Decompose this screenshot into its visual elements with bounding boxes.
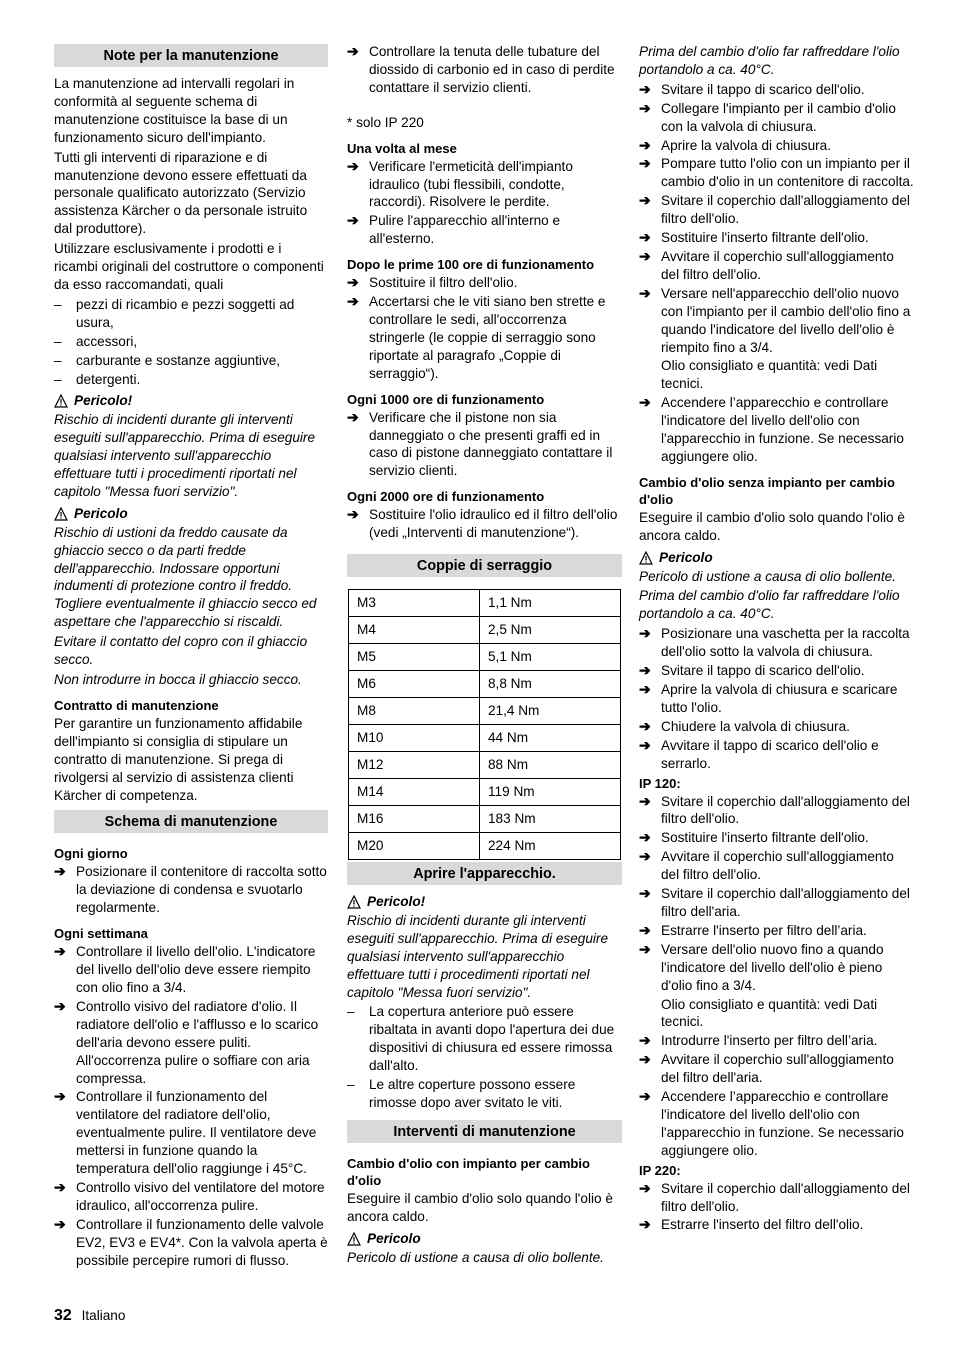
list-item xyxy=(347,1076,622,1112)
column-left xyxy=(54,43,328,1270)
step-list xyxy=(347,409,622,481)
torque-value-cell: 5,1 Nm xyxy=(480,644,621,671)
dash-bullet: – xyxy=(54,333,62,349)
warning-text: Evitare il contatto del copro con il ghiaccio secco. xyxy=(54,634,308,668)
arrow-right-icon: ➔ xyxy=(639,829,651,846)
instruction-step xyxy=(347,293,622,383)
thread-size-cell: M5 xyxy=(349,644,480,671)
warning-title: Pericolo xyxy=(659,549,713,565)
subheading: Ogni settimana xyxy=(54,926,148,942)
item-text: Aprire la valvola di chiusura. xyxy=(661,137,832,153)
step-list xyxy=(639,793,914,995)
arrow-right-icon: ➔ xyxy=(639,155,651,172)
instruction-step xyxy=(639,681,914,717)
arrow-right-icon: ➔ xyxy=(639,1216,651,1233)
warning-triangle-icon xyxy=(54,394,68,408)
subheading: Ogni 1000 ore di funzionamento xyxy=(347,391,545,407)
item-text: Posizionare il contenitore di raccolta sotto la deviazione di condensa e svuotarlo regolarmente. xyxy=(76,864,327,916)
note: Olio consigliato e quantità: vedi Dati tecnici. xyxy=(661,358,878,392)
arrow-right-icon: ➔ xyxy=(639,136,651,153)
step-list xyxy=(639,394,914,466)
table-row xyxy=(349,725,621,752)
arrow-right-icon: ➔ xyxy=(347,293,359,310)
arrow-right-icon: ➔ xyxy=(347,274,359,291)
thread-size-cell: M3 xyxy=(349,590,480,617)
subheading: IP 120: xyxy=(639,775,681,791)
step-list xyxy=(347,506,622,542)
item-text: Controllo visivo del ventilatore del motore idraulico, all'occorrenza pulire. xyxy=(76,1179,325,1213)
arrow-right-icon: ➔ xyxy=(54,1178,66,1195)
footnote: * solo IP 220 xyxy=(347,114,424,130)
item-text: Pulire l'apparecchio all'interno e all'esterno. xyxy=(369,213,561,247)
warning-triangle-icon xyxy=(639,551,653,565)
instruction-step xyxy=(639,137,914,155)
paragraph: Per garantire un funzionamento affidabile dell'impianto si consiglia di stipulare un contratto di manutenzione. Si prega di rivolgersi al servizio di assistenza clienti Kärcher di competenza. xyxy=(54,715,303,803)
dash-bullet: – xyxy=(54,352,62,368)
instruction-step xyxy=(639,848,914,884)
item-text: Svitare il coperchio dall'alloggiamento del filtro dell'olio. xyxy=(661,193,910,227)
torque-value-cell: 2,5 Nm xyxy=(480,617,621,644)
arrow-right-icon: ➔ xyxy=(639,792,651,809)
thread-size-cell: M10 xyxy=(349,725,480,752)
torque-value-cell: 8,8 Nm xyxy=(480,671,621,698)
table-row xyxy=(349,833,621,860)
warning-title: Pericolo xyxy=(367,1230,421,1246)
thread-size-cell: M20 xyxy=(349,833,480,860)
instruction-step xyxy=(639,100,914,136)
item-text: Avvitare il tappo di scarico dell'olio e serrarlo. xyxy=(661,737,879,771)
instruction-step xyxy=(639,1216,914,1234)
item-text: Svitare il tappo di scarico dell'olio. xyxy=(661,81,865,97)
instruction-step xyxy=(639,81,914,99)
item-text: Controllare il livello dell'olio. L'indicatore del livello dell'olio deve essere riempito con olio fino a 3/4. xyxy=(76,944,316,995)
danger-warning xyxy=(54,505,328,523)
arrow-right-icon: ➔ xyxy=(639,229,651,246)
page-number: 32 xyxy=(54,1307,72,1324)
arrow-right-icon: ➔ xyxy=(54,943,66,960)
step-list xyxy=(54,863,328,917)
item-text: Verificare l'ermeticità dell'impianto idraulico (tubi flessibili, condotte, raccordi). Risolvere le perdite. xyxy=(369,158,573,210)
torque-value-cell: 224 Nm xyxy=(480,833,621,860)
column-right xyxy=(639,43,914,1235)
instruction-step xyxy=(639,718,914,736)
list-item xyxy=(54,371,328,389)
arrow-right-icon: ➔ xyxy=(54,863,66,880)
subheading: Ogni giorno xyxy=(54,846,128,862)
warning-triangle-icon xyxy=(347,1232,361,1246)
arrow-right-icon: ➔ xyxy=(54,997,66,1014)
warning-text: Rischio di incidenti durante gli interventi eseguiti sull'apparecchio. Prima di eseguire qualsiasi intervento sull'apparecchio effettuare tutti i procedimenti riportati nel capitolo "Messa fuori servizio". xyxy=(54,412,316,499)
warning-text: Pericolo di ustione a causa di olio bollente. xyxy=(347,1249,604,1265)
instruction-step xyxy=(639,229,914,247)
table-row xyxy=(349,779,621,806)
arrow-right-icon: ➔ xyxy=(347,212,359,229)
step-list xyxy=(347,274,622,382)
step-list xyxy=(639,625,914,772)
danger-warning xyxy=(347,1230,622,1248)
section-heading-schema: Schema di manutenzione xyxy=(54,810,328,833)
dash-bullet: – xyxy=(347,1004,355,1020)
instruction-step xyxy=(347,158,622,212)
torque-value-cell: 1,1 Nm xyxy=(480,590,621,617)
instruction-step xyxy=(639,248,914,284)
item-text: Svitare il coperchio dall'alloggiamento del filtro dell'aria. xyxy=(661,886,910,919)
instruction-step xyxy=(639,1180,914,1216)
instruction-step xyxy=(54,998,328,1088)
page-footer xyxy=(54,1307,125,1325)
warning-text: Prima del cambio d'olio far raffreddare l'olio portandolo a ca. 40°C. xyxy=(639,588,900,622)
dash-bullet: – xyxy=(54,296,62,312)
item-text: Chiudere la valvola di chiusura. xyxy=(661,718,850,734)
torque-value-cell: 119 Nm xyxy=(480,779,621,806)
instruction-step xyxy=(54,863,328,917)
item-text: La copertura anteriore può essere ribaltata in avanti dopo l'apertura dei due dispositivi di chiusura ed essere rimossa dall'alto. xyxy=(369,1004,615,1074)
subheading: Cambio d'olio con impianto per cambio d'olio xyxy=(347,1155,590,1188)
warning-text: Non introdurre in bocca il ghiaccio secco. xyxy=(54,672,302,687)
item-text: detergenti. xyxy=(76,371,141,387)
subheading: Ogni 2000 ore di funzionamento xyxy=(347,489,545,505)
list-item xyxy=(347,1003,622,1075)
list-item xyxy=(54,296,328,332)
instruction-step xyxy=(639,941,914,995)
note: Olio consigliato e quantità: vedi Dati tecnici. xyxy=(661,996,878,1030)
danger-warning xyxy=(54,392,328,410)
instruction-step xyxy=(347,43,622,97)
instruction-step xyxy=(639,625,914,661)
instruction-step xyxy=(639,922,914,940)
arrow-right-icon: ➔ xyxy=(639,1032,651,1049)
step-list xyxy=(639,1180,914,1235)
item-text: Avvitare il coperchio sull'alloggiamento del filtro dell'aria. xyxy=(661,1052,894,1086)
item-text: Sostituire l'inserto filtrante dell'olio. xyxy=(661,230,869,246)
warning-text: Rischio di incidenti durante gli interventi eseguiti sull'apparecchio. Prima di eseguire qualsiasi intervento sull'apparecchio effettuare tutti i procedimenti riportati nel capitolo "Messa fuori servizio". xyxy=(347,912,609,1000)
step-list xyxy=(639,1032,914,1159)
instruction-step xyxy=(639,1051,914,1087)
item-text: Sostituire l'olio idraulico ed il filtro dell'olio (vedi „Interventi di manutenzione“). xyxy=(369,507,618,541)
arrow-right-icon: ➔ xyxy=(639,394,651,411)
arrow-right-icon: ➔ xyxy=(54,1088,66,1105)
subheading: Cambio d'olio senza impianto per cambio d'olio xyxy=(639,474,895,507)
column-middle xyxy=(347,43,622,1269)
instruction-step xyxy=(54,943,328,997)
thread-size-cell: M16 xyxy=(349,806,480,833)
item-text: Verificare che il pistone non sia danneggiato o che presenti graffi ed in caso di pistone danneggiato contattare il servizio clienti. xyxy=(369,409,613,479)
item-text: Accendere l’apparecchio e controllare l'indicatore del livello dell'olio con l'apparecchio in funzione. Se necessario aggiungere olio. xyxy=(661,395,904,464)
paragraph: La manutenzione ad intervalli regolari in conformità al seguente schema di manutenzione costituisce la base di un funzionamento sicuro dell'impianto. xyxy=(54,76,295,145)
instruction-step xyxy=(54,1179,328,1215)
warning-triangle-icon xyxy=(54,507,68,521)
list-item xyxy=(54,333,328,351)
item-text: Sostituire l'inserto filtrante dell'olio. xyxy=(661,830,869,846)
arrow-right-icon: ➔ xyxy=(347,506,359,523)
instruction-step xyxy=(54,1088,328,1178)
item-text: Svitare il tappo di scarico dell'olio. xyxy=(661,663,865,679)
arrow-right-icon: ➔ xyxy=(639,848,651,865)
item-text: Svitare il coperchio dall'alloggiamento del filtro dell'olio. xyxy=(661,1180,910,1214)
thread-size-cell: M14 xyxy=(349,779,480,806)
arrow-right-icon: ➔ xyxy=(639,736,651,753)
arrow-right-icon: ➔ xyxy=(639,625,651,642)
section-heading-open: Aprire l'apparecchio. xyxy=(347,862,622,885)
torque-value-cell: 21,4 Nm xyxy=(480,698,621,725)
item-text: Introdurre l'inserto per filtro dell’aria. xyxy=(661,1033,878,1049)
step-list xyxy=(347,43,622,97)
table-row xyxy=(349,698,621,725)
subheading: IP 220: xyxy=(639,1162,681,1178)
arrow-right-icon: ➔ xyxy=(639,1051,651,1068)
instruction-step xyxy=(347,274,622,292)
item-text: Pompare tutto l'olio con un impianto per il cambio d'olio in un contenitore di raccolta. xyxy=(661,156,914,190)
warning-title: Pericolo! xyxy=(367,894,426,910)
section-heading-interventions: Interventi di manutenzione xyxy=(347,1120,622,1143)
arrow-right-icon: ➔ xyxy=(639,80,651,97)
instruction-step xyxy=(639,394,914,466)
instruction-step xyxy=(639,192,914,228)
instruction-step xyxy=(639,1088,914,1160)
item-text: Aprire la valvola di chiusura e scaricare tutto l'olio. xyxy=(661,682,898,715)
instruction-step xyxy=(639,1032,914,1050)
item-text: accessori, xyxy=(76,333,138,349)
arrow-right-icon: ➔ xyxy=(347,157,359,174)
table-row xyxy=(349,752,621,779)
arrow-right-icon: ➔ xyxy=(639,99,651,116)
table-row xyxy=(349,806,621,833)
instruction-step xyxy=(54,1216,328,1270)
arrow-right-icon: ➔ xyxy=(54,1215,66,1232)
subheading: Una volta al mese xyxy=(347,140,457,156)
item-text: Accertarsi che le viti siano ben strette e controllare le sedi, all'occorrenza stringerle (le coppie di serraggio sono riportate al paragrafo „Coppie di serraggio“). xyxy=(369,294,606,381)
arrow-right-icon: ➔ xyxy=(639,921,651,938)
item-text: Le altre coperture possono essere rimosse dopo aver svitato le viti. xyxy=(369,1077,576,1110)
arrow-right-icon: ➔ xyxy=(639,284,651,301)
warning-title: Pericolo xyxy=(74,505,128,521)
arrow-right-icon: ➔ xyxy=(639,717,651,734)
warning-text: Prima del cambio d'olio far raffreddare l'olio portandolo a ca. 40°C. xyxy=(639,44,900,77)
arrow-right-icon: ➔ xyxy=(639,940,651,957)
instruction-step xyxy=(639,662,914,680)
item-text: Controllare il funzionamento delle valvole EV2, EV3 e EV4*. Con la valvola aperta è possibile percepire rumori di flusso. xyxy=(76,1216,328,1268)
instruction-step xyxy=(639,155,914,191)
item-text: carburante e sostanze aggiuntive, xyxy=(76,352,281,368)
dash-list xyxy=(54,296,328,389)
section-heading-torque: Coppie di serraggio xyxy=(347,554,622,577)
arrow-right-icon: ➔ xyxy=(347,408,359,425)
item-text: Sostituire il filtro dell'olio. xyxy=(369,275,518,291)
paragraph: Eseguire il cambio d'olio solo quando l'olio è ancora caldo. xyxy=(639,509,905,543)
danger-warning xyxy=(639,549,914,567)
warning-text: Rischio di ustioni da freddo causate da ghiaccio secco o da parti fredde dell'apparecchio. Indossare opportuni indumenti di protezione contro il freddo. Togliere eventualmente il ghiaccio secco ed aspettare che l'apparecchio si riscaldi. xyxy=(54,524,317,630)
item-text: Versare nell'apparecchio dell'olio nuovo con l'impianto per il cambio dell'olio fino a quando l'indicatore del livello dell'olio è riempito fino a 3/4. xyxy=(661,285,911,355)
item-text: Posizionare una vaschetta per la raccolta dell'olio sotto la valvola di chiusura. xyxy=(661,626,910,660)
item-text: Avvitare il coperchio sull'alloggiamento del filtro dell'olio. xyxy=(661,248,894,282)
arrow-right-icon: ➔ xyxy=(639,192,651,209)
arrow-right-icon: ➔ xyxy=(639,247,651,264)
warning-text: Pericolo di ustione a causa di olio bollente. xyxy=(639,568,896,584)
instruction-step xyxy=(347,212,622,248)
dash-bullet: – xyxy=(54,371,62,387)
item-text: Controllare il funzionamento del ventilatore del radiatore dell'olio, eventualmente pulire. Il ventilatore deve mettersi in funzione quando la temperatura dell'olio raggiunge i 45°C. xyxy=(76,1089,317,1177)
paragraph: Utilizzare esclusivamente i prodotti e i ricambi originali del costruttore o componenti da esso raccomandati, quali xyxy=(54,241,324,292)
instruction-step xyxy=(639,793,914,829)
thread-size-cell: M12 xyxy=(349,752,480,779)
instruction-step xyxy=(347,409,622,481)
dash-list xyxy=(347,1003,622,1111)
arrow-right-icon: ➔ xyxy=(639,662,651,679)
paragraph: Tutti gli interventi di riparazione e di manutenzione devono essere effettuati da personale qualificato autorizzato (Servizio assistenza Kärcher o da personale istruito dal produttore). xyxy=(54,149,308,237)
arrow-right-icon: ➔ xyxy=(639,1179,651,1196)
thread-size-cell: M6 xyxy=(349,671,480,698)
step-list xyxy=(54,943,328,1269)
arrow-right-icon: ➔ xyxy=(639,1088,651,1105)
instruction-step xyxy=(639,285,914,357)
warning-title: Pericolo! xyxy=(74,393,133,409)
subheading: Contratto di manutenzione xyxy=(54,697,219,713)
thread-size-cell: M4 xyxy=(349,617,480,644)
dash-bullet: – xyxy=(347,1077,355,1093)
table-row xyxy=(349,590,621,617)
item-text: Controllo visivo del radiatore d'olio. Il radiatore dell'olio e l'afflusso e lo scarico dell'aria devono essere puliti. All'occorrenza pulire o soffiare con aria compressa. xyxy=(76,998,319,1086)
section-heading-note: Note per la manutenzione xyxy=(54,44,328,67)
table-row xyxy=(349,671,621,698)
table-row xyxy=(349,644,621,671)
thread-size-cell: M8 xyxy=(349,698,480,725)
item-text: Avvitare il coperchio sull'alloggiamento del filtro dell'olio. xyxy=(661,849,894,883)
list-item xyxy=(54,352,328,370)
arrow-right-icon: ➔ xyxy=(639,885,651,902)
arrow-right-icon: ➔ xyxy=(347,43,359,59)
torque-value-cell: 88 Nm xyxy=(480,752,621,779)
instruction-step xyxy=(639,737,914,773)
instruction-step xyxy=(347,506,622,542)
paragraph: Eseguire il cambio d'olio solo quando l'olio è ancora caldo. xyxy=(347,1190,613,1224)
footer-language: Italiano xyxy=(81,1308,126,1323)
table-row xyxy=(349,617,621,644)
instruction-step xyxy=(639,885,914,921)
item-text: Svitare il coperchio dall'alloggiamento del filtro dell'olio. xyxy=(661,793,910,827)
arrow-right-icon: ➔ xyxy=(639,681,651,697)
item-text: Controllare la tenuta delle tubature del diossido di carbonio ed in caso di perdite contattare il servizio clienti. xyxy=(369,44,615,95)
warning-triangle-icon xyxy=(347,895,361,909)
torque-value-cell: 183 Nm xyxy=(480,806,621,833)
step-list xyxy=(347,158,622,249)
torque-value-cell: 44 Nm xyxy=(480,725,621,752)
item-text: pezzi di ricambio e pezzi soggetti ad usura, xyxy=(76,296,295,330)
instruction-step xyxy=(639,829,914,847)
danger-warning xyxy=(347,893,622,911)
step-list xyxy=(639,81,914,357)
item-text: Accendere l’apparecchio e controllare l'indicatore del livello dell'olio con l'apparecchio in funzione. Se necessario aggiungere olio. xyxy=(661,1089,904,1158)
item-text: Estrarre l'inserto per filtro dell’aria. xyxy=(661,922,867,938)
subheading: Dopo le prime 100 ore di funzionamento xyxy=(347,257,595,273)
item-text: Collegare l'impianto per il cambio d'olio con la valvola di chiusura. xyxy=(661,100,896,134)
spacer xyxy=(347,98,622,114)
item-text: Estrarre l'inserto del filtro dell'olio. xyxy=(661,1217,864,1233)
item-text: Versare dell'olio nuovo fino a quando l'indicatore del livello dell'olio è pieno d'olio fino a 3/4. xyxy=(661,941,884,993)
torque-table xyxy=(348,589,621,860)
